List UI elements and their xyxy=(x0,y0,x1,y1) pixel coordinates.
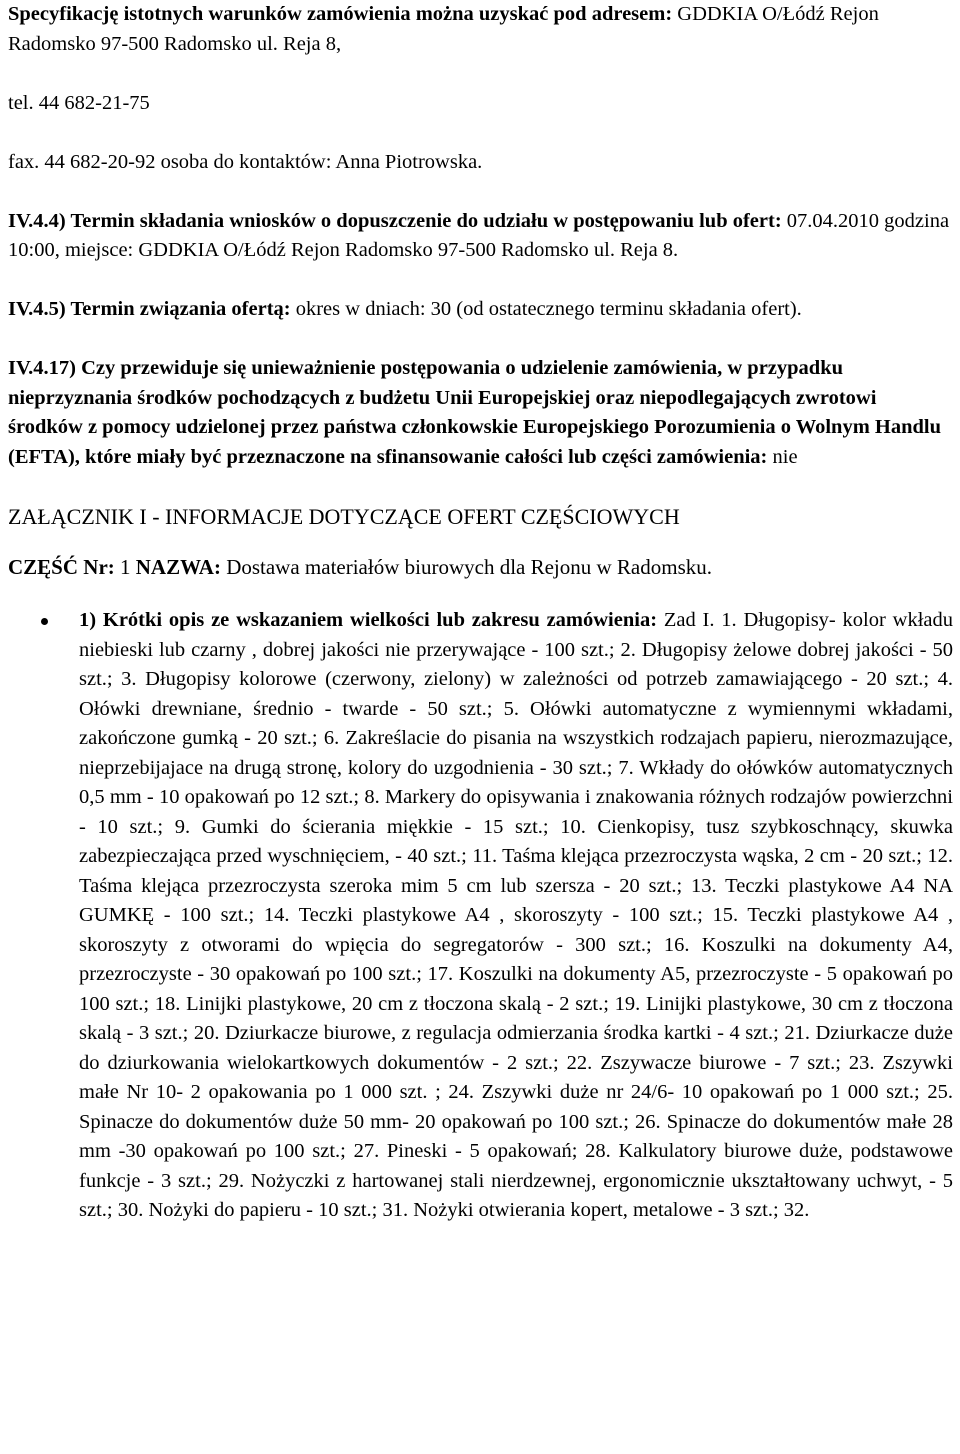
section-iv-4-17-answer: nie xyxy=(767,445,798,468)
short-description-text: Zad I. 1. Długopisy- kolor wkładu niebieski lub czarny , dobrej jakości nie przerywające - 100 szt.; 2. Długopisy żelowe dobrej jakości - 50 szt.; 3. Długopisy kolorowe (czerwony, zielony) w zależności od potrzeb zamawiającego - 20 szt.; 4. Ołówki drewniane, średnio - twarde - 50 szt.; 5. Ołówki automatyczne z wymiennymi wkładami, zakończone gumką - 20 szt.; 6. Zakreślacie do pisania na wszystkich rodzajach papieru, nierozmazujące, nieprzebijajace na drugą stronę, kolory do uzgodnienia - 30 szt.; 7. Wkłady do ołówków automatycznych 0,5 mm - 10 opakowań po 12 szt.; 8. Markery do opisywania i znakowania różnych rodzajów powierzchni - 10 szt.; 9. Gumki do ścierania miękkie - 15 szt.; 10. Cienkopisy, tusz szybkoschnący, skuwka zabezpieczająca przed wyschnięciem, - 40 szt.; 11. Taśma klejąca przezroczysta wąska, 2 cm - 20 szt.; 12. Taśma klejąca przezroczysta szeroka mim 5 cm lub szersza - 20 szt.; 13. Teczki plastykowe A4 NA GUMKĘ - 100 szt.; 14. Teczki plastykowe A4 , skoroszyty - 100 szt.; 15. Teczki plastykowe A4 , skoroszyty z otworami do wpięcia do segregatorów - 300 szt.; 16. Koszulki na dokumenty A4, przezroczyste - 30 opakowań po 100 szt.; 17. Koszulki na dokumenty A5, przezroczyste - 5 opakowań po 100 szt.; 18. Linijki plastykowe, 20 cm z tłoczona skalą - 2 szt.; 19. Linijki plastykowe, 30 cm z tłoczona skalą - 3 szt.; 20. Dziurkacze biurowe, z regulacja odmierzania środka kartki - 4 szt.; 21. Dziurkacze duże do dziurkowania wielokartkowych dokumentów - 2 szt.; 22. Zszywacze biurowe - 7 szt.; 23. Zszywki małe Nr 10- 2 opakowania po 1 000 szt. ; 24. Zszywki duże nr 24/6- 10 opakowań po 1 000 szt.; 25. Spinacze do dokumentów duże 50 mm- 20 opakowań po 100 szt.; 26. Spinacze do dokumentów małe 28 mm -30 opakowań po 100 szt.; 27. Pineski - 5 opakowań; 28. Kalkulatory biurowe duże, podstawowe funkcje - 3 szt.; 29. Nożyczki z hartowanej stali nierdzewnej, ergonomicznie ukształtowany uchwyt, - 5 szt.; 30. Nożyki do papieru - 10 szt.; 31. Nożyki otwierania kopert, metalowe - 3 szt.; 32. xyxy=(79,609,953,1221)
section-iv-4-4-heading: IV.4.4) Termin składania wniosków o dopuszczenie do udziału w postępowaniu lub ofert: xyxy=(8,209,782,232)
fax-contact-line: fax. 44 682-20-92 osoba do kontaktów: Anna Piotrowska. xyxy=(8,150,483,173)
bullet-icon xyxy=(41,618,48,625)
section-iv-4-4 xyxy=(8,207,953,266)
annex-title: ZAŁĄCZNIK I - INFORMACJE DOTYCZĄCE OFERT CZĘŚCIOWYCH xyxy=(8,504,680,529)
spec-label: Specyfikację istotnych warunków zamówienia można uzyskać pod adresem: xyxy=(8,3,673,25)
part-details-list xyxy=(8,606,953,1226)
section-iv-4-5-heading: IV.4.5) Termin związania ofertą: xyxy=(8,298,291,320)
part-name-label: NAZWA: xyxy=(135,555,221,579)
part-number: 1 xyxy=(114,555,136,579)
telephone-line: tel. 44 682-21-75 xyxy=(8,91,150,114)
section-iv-4-5 xyxy=(8,295,953,325)
part-line xyxy=(8,552,953,582)
section-iv-4-17 xyxy=(8,354,953,472)
part-label: CZĘŚĆ Nr: xyxy=(8,555,115,579)
spec-paragraph xyxy=(8,0,953,59)
spec-address: GDDKIA O/Łódź Rejon Radomsko 97-500 Radomsko ul. Reja 8, xyxy=(8,3,879,55)
document-page xyxy=(8,0,953,1226)
list-item xyxy=(8,606,953,1226)
short-description-label: 1) Krótki opis ze wskazaniem wielkości lub zakresu zamówienia: xyxy=(79,609,658,631)
section-iv-4-4-text: 07.04.2010 godzina 10:00, miejsce: GDDKIA O/Łódź Rejon Radomsko 97-500 Radomsko ul. Reja 8. xyxy=(8,209,950,261)
part-name: Dostawa materiałów biurowych dla Rejonu w Radomsku. xyxy=(220,555,713,579)
section-iv-4-17-heading: IV.4.17) Czy przewiduje się unieważnienie postępowania o udzielenie zamówienia, w przypadku nieprzyznania środków pochodzących z budżetu Unii Europejskiej oraz niepodlegających zwrotowi środków z pomocy udzielonej przez państwa członkowskie Europejskiego Porozumienia o Wolnym Handlu (EFTA), które miały być przeznaczone na sfinansowanie całości lub części zamówienia: xyxy=(8,357,942,468)
section-iv-4-5-text: okres w dniach: 30 (od ostatecznego terminu składania ofert). xyxy=(290,298,802,320)
